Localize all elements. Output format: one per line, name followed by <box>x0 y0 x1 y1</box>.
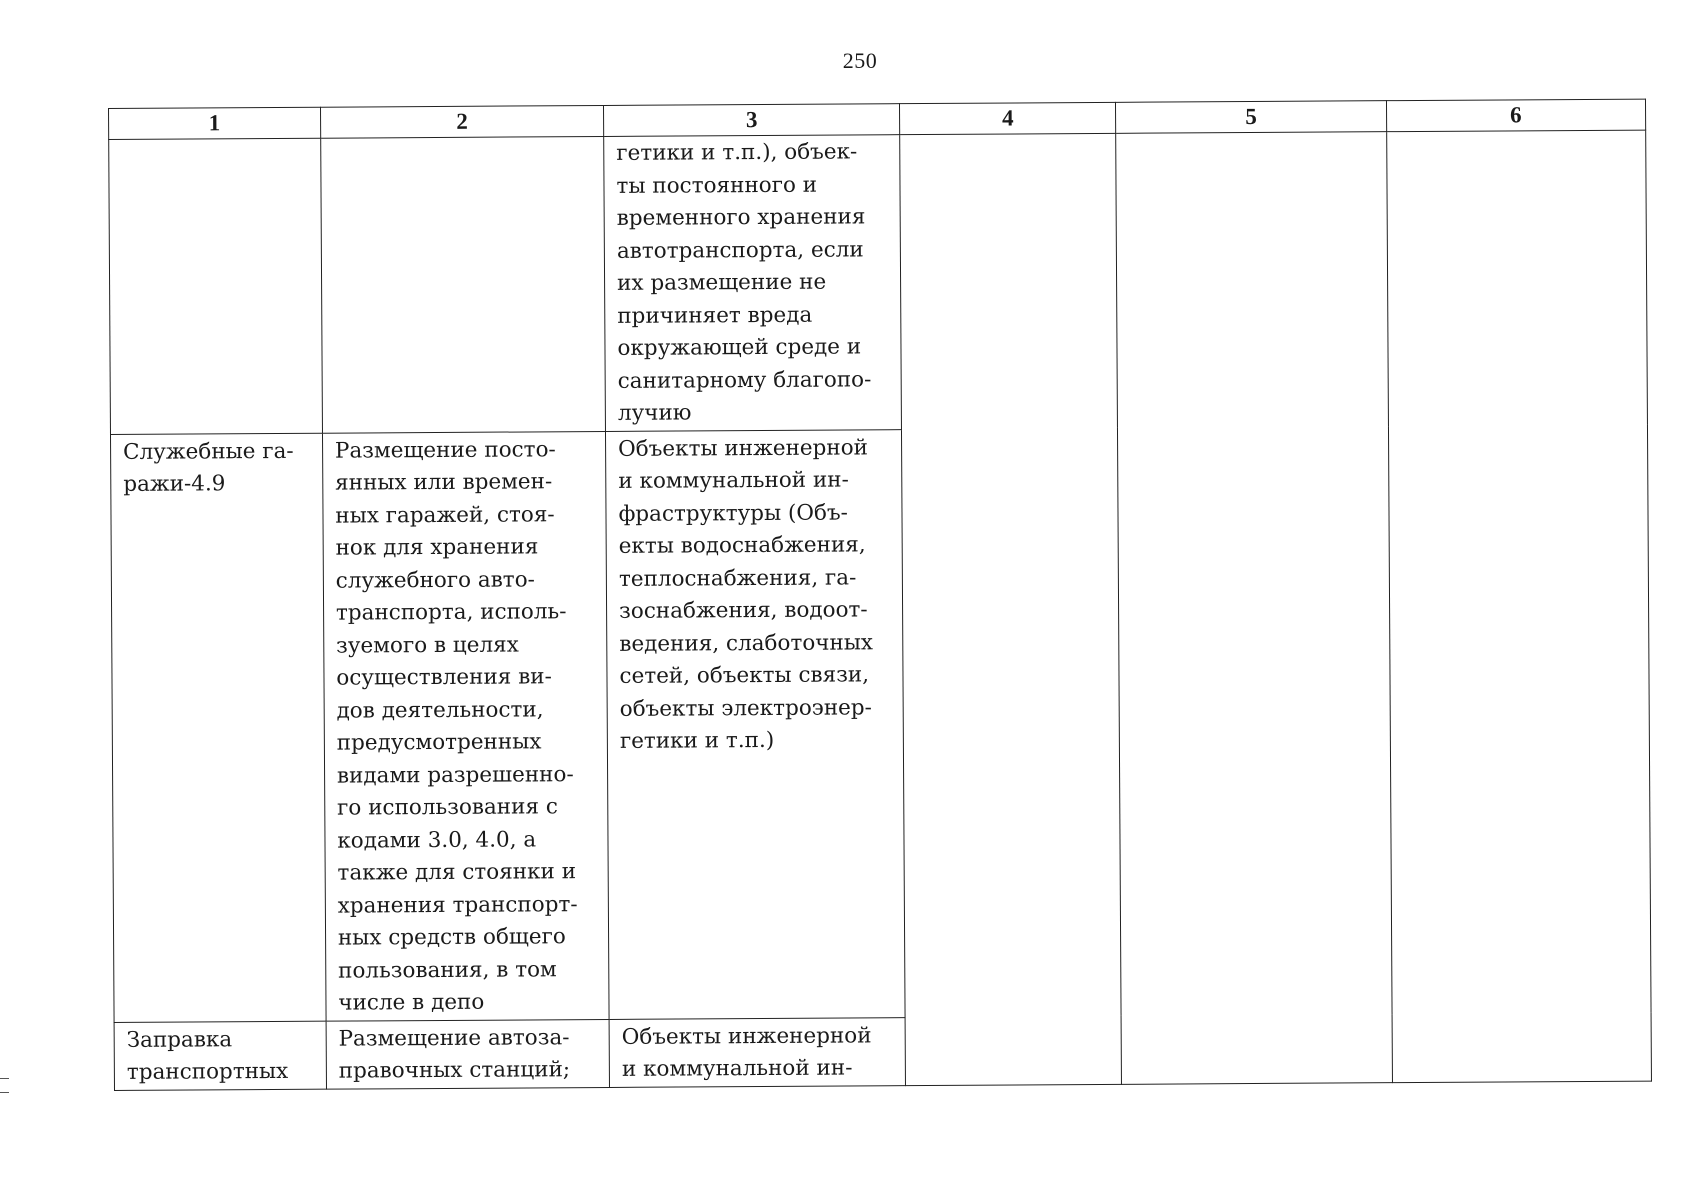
cell-text-line: их размещение не <box>617 269 827 296</box>
column-header-4: 4 <box>900 102 1116 134</box>
column-6-cell <box>1386 130 1651 1082</box>
row1-col1-cell <box>109 138 323 434</box>
column-4-cell <box>900 133 1122 1085</box>
cell-text-line: транспортных <box>126 1058 289 1085</box>
cell-text-line: причиняет вреда <box>617 302 813 329</box>
cell-text-line: екты водоснабжения, <box>618 532 866 559</box>
cell-text-line: Размещение автоза- <box>338 1024 570 1052</box>
cell-text-line: транспорта, исполь- <box>335 599 567 626</box>
cell-text-line: служебного авто- <box>335 566 535 594</box>
cell-text-line: правочных станций; <box>338 1057 571 1084</box>
cell-text-line: теплоснабжения, га- <box>618 564 857 592</box>
cell-text-line: Размещение посто- <box>334 436 556 464</box>
cell-text-line: и коммунальной ин- <box>618 467 849 494</box>
scan-edge-mark <box>0 1078 9 1079</box>
row3-col1-cell <box>114 1021 326 1090</box>
cell-text-line: ведения, слаботочных <box>619 629 874 657</box>
cell-text-line: предусмотренных <box>336 729 542 756</box>
row3-col3-cell <box>609 1017 906 1087</box>
column-header-3: 3 <box>604 104 900 137</box>
row1-col3-cell <box>604 135 902 431</box>
cell-text-line: нок для хранения <box>335 534 539 561</box>
cell-text-line: автотранспорта, если <box>616 236 864 264</box>
cell-text-line: гетики и т.п.), объек- <box>616 139 858 166</box>
cell-text-line: санитарному благопо- <box>617 366 872 394</box>
cell-text-line: янных или времен- <box>335 469 553 496</box>
column-5-cell <box>1116 132 1392 1084</box>
column-header-5: 5 <box>1116 101 1386 134</box>
land-use-table <box>108 99 1652 1091</box>
cell-text-line: видами разрешенно- <box>336 761 574 789</box>
cell-text-line: ражи-4.9 <box>123 471 226 497</box>
row2-col1-cell <box>110 433 325 1022</box>
cell-text-line: зуемого в целях <box>336 632 519 659</box>
scan-edge-mark <box>0 1092 9 1093</box>
cell-text-line: объекты электроэнер- <box>619 694 872 722</box>
cell-text-line: ных средств общего <box>337 924 566 951</box>
cell-text-line: го использования с <box>337 794 558 821</box>
column-header-2: 2 <box>320 105 603 138</box>
cell-text-line: сетей, объекты связи, <box>619 662 870 689</box>
column-header-6: 6 <box>1386 99 1646 132</box>
row2-col2-cell <box>322 431 609 1021</box>
column-header-1: 1 <box>109 107 321 139</box>
cell-text-line: ты постоянного и <box>616 172 818 199</box>
cell-text-line: окружающей среде и <box>617 334 862 361</box>
cell-text-line: Объекты инженерной <box>618 434 869 462</box>
cell-text-line: также для стоянки и <box>337 859 577 886</box>
cell-text-line: хранения транспорт- <box>337 891 578 919</box>
cell-text-line: ных гаражей, стоя- <box>335 501 555 529</box>
page-number: 250 <box>842 48 878 73</box>
cell-text-line: пользования, в том <box>338 956 557 984</box>
row2-col3-cell <box>606 429 906 1019</box>
row1-col2-cell <box>321 136 606 432</box>
cell-text-line: Служебные га- <box>123 438 294 465</box>
cell-text-line: гетики и т.п.) <box>619 727 775 754</box>
cell-text-line: фраструктуры (Объ- <box>618 499 848 527</box>
cell-text-line: дов деятельности, <box>336 696 544 724</box>
cell-text-line: и коммунальной ин- <box>621 1055 853 1082</box>
cell-text-line: Заправка <box>126 1026 233 1053</box>
cell-text-line: осуществления ви- <box>336 664 552 691</box>
row3-col2-cell <box>326 1019 610 1089</box>
cell-text-line: временного хранения <box>616 204 866 231</box>
cell-text-line: кодами 3.0, 4.0, а <box>337 826 537 854</box>
cell-text-line: числе в депо <box>338 989 485 1016</box>
cell-text-line: зоснабжения, водоот- <box>619 597 868 624</box>
cell-text-line: Объекты инженерной <box>621 1022 872 1050</box>
table-row <box>109 130 1648 434</box>
cell-text-line: лучию <box>617 400 692 426</box>
